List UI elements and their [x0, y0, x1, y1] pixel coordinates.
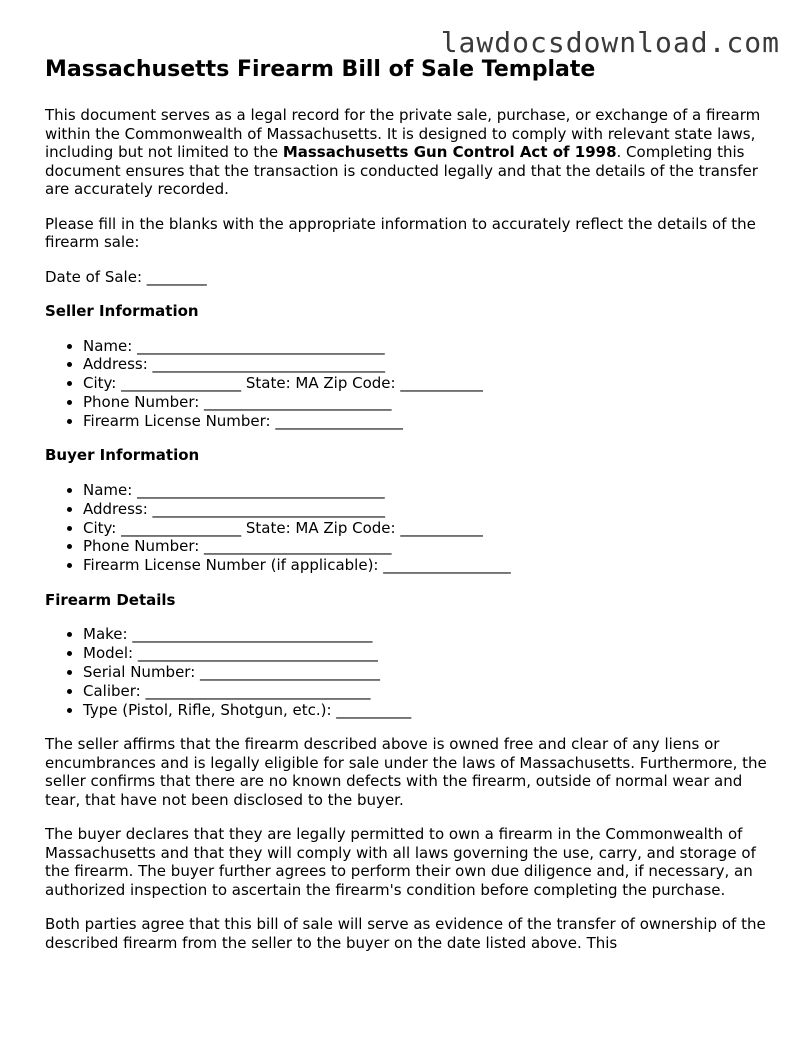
- instructions-paragraph: Please fill in the blanks with the appropriate information to accurately reflect the details of the firearm sale:: [45, 214, 756, 251]
- seller-name-field: • Name: _________________________________: [83, 337, 770, 356]
- buyer-city-field: • City: ________________ State: MA Zip Code: ___________: [83, 519, 770, 538]
- document-page: [45, 56, 770, 968]
- agreement-paragraph: Both parties agree that this bill of sale will serve as evidence of the transfer of ownership of the described firearm from the seller to the buyer on the date listed above. This: [45, 915, 766, 952]
- intro-paragraph: [45, 106, 770, 199]
- firearm-caliber-field: • Caliber: ______________________________: [83, 682, 770, 701]
- firearm-make-field: • Make: ________________________________: [83, 625, 770, 644]
- seller-city-field: • City: ________________ State: MA Zip Code: ___________: [83, 374, 770, 393]
- firearm-model-field: • Model: ________________________________: [83, 644, 770, 663]
- seller-license-field: • Firearm License Number: _________________: [83, 412, 770, 431]
- seller-affirmation-paragraph: The seller affirms that the firearm described above is owned free and clear of any liens or encumbrances and is legally eligible for sale under the laws of Massachusetts. Furthermore, the seller confirms that there are no known defects with the firearm, outside of normal wear and tear, that have not been disclosed to the buyer.: [45, 735, 767, 809]
- buyer-name-field: • Name: _________________________________: [83, 481, 770, 500]
- seller-phone-field: • Phone Number: _________________________: [83, 393, 770, 412]
- intro-text-after: . Completing this document ensures that the transaction is conducted legally and that the details of the transfer are accurately recorded.: [45, 143, 758, 198]
- seller-list: [45, 337, 770, 431]
- buyer-license-field: • Firearm License Number (if applicable): _________________: [83, 556, 770, 575]
- intro-text-before: This document serves as a legal record for the private sale, purchase, or exchange of a firearm within the Commonwealth of Massachusetts. It is designed to comply with relevant state laws, including but not limited to the: [45, 106, 761, 161]
- buyer-phone-field: • Phone Number: _________________________: [83, 537, 770, 556]
- firearm-heading: Firearm Details: [45, 590, 176, 609]
- seller-heading: Seller Information: [45, 302, 199, 320]
- buyer-declaration-paragraph: The buyer declares that they are legally permitted to own a firearm in the Commonwealth of Massachusetts and that they will comply with all laws governing the use, carry, and storage of the firearm. The buyer further agrees to perform their own due diligence and, if necessary, an authorized inspection to ascertain the firearm's condition before completing the purchase.: [45, 825, 756, 899]
- date-of-sale-field: Date of Sale: ________: [45, 267, 207, 286]
- document-title: Massachusetts Firearm Bill of Sale Template: [45, 57, 596, 82]
- seller-address-field: • Address: _______________________________: [83, 355, 770, 374]
- watermark: lawdocsdownload.com: [440, 26, 780, 59]
- firearm-type-field: • Type (Pistol, Rifle, Shotgun, etc.): __________: [83, 701, 770, 720]
- buyer-address-field: • Address: _______________________________: [83, 500, 770, 519]
- act-name: Massachusetts Gun Control Act of 1998: [282, 143, 617, 161]
- buyer-heading: Buyer Information: [45, 446, 200, 465]
- firearm-serial-field: • Serial Number: ________________________: [83, 663, 770, 682]
- firearm-list: [45, 625, 770, 719]
- buyer-list: [45, 481, 770, 575]
